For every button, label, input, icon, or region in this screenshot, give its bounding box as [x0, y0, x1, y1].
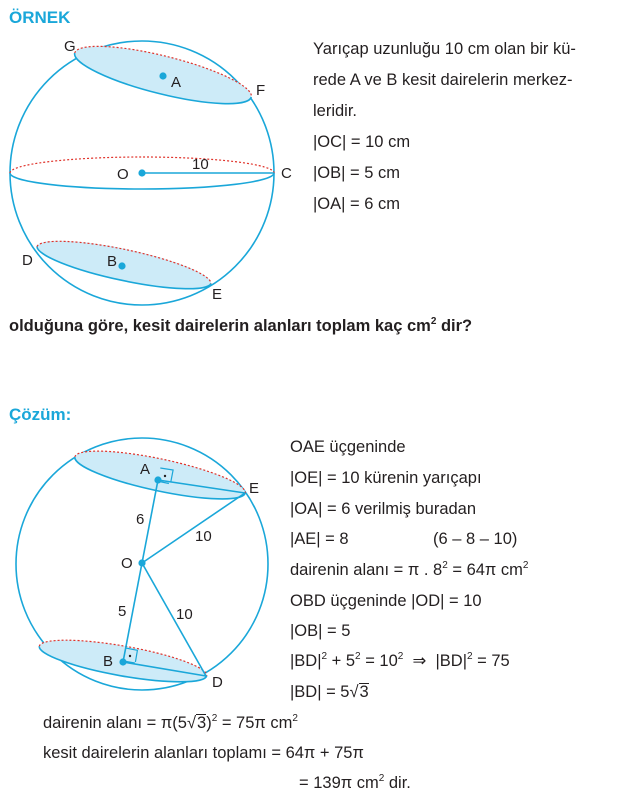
- solution-point-a: [154, 476, 161, 483]
- step-10-part-3: = 75π cm: [217, 714, 293, 732]
- problem-line-1: Yarıçap uzunluğu 10 cm olan bir kü-: [313, 40, 576, 58]
- label-d: D: [22, 252, 33, 269]
- implies-arrow: ⇒: [412, 652, 427, 670]
- label-f: F: [256, 82, 266, 99]
- step-9-root: 3: [359, 683, 369, 701]
- step-10-sup-1: 2: [211, 713, 218, 724]
- label-b: B: [107, 253, 118, 270]
- step-5-sup-1: 2: [442, 560, 448, 571]
- step-1: OAE üçgeninde: [290, 438, 406, 456]
- step-8-part-3: = 10: [360, 652, 398, 670]
- label-o: O: [117, 166, 129, 183]
- step-8-sup-1: 2: [321, 651, 328, 662]
- problem-line-2: rede A ve B kesit dairelerin merkez-: [313, 71, 573, 89]
- given-oc: |OC| = 10 cm: [313, 133, 411, 151]
- step-8-sup-3: 2: [397, 651, 404, 662]
- given-oa: |OA| = 6 cm: [313, 195, 400, 213]
- question-part-2: dir?: [436, 317, 473, 335]
- step-4a: |AE| = 8: [290, 530, 349, 548]
- step-4b: (6 – 8 – 10): [433, 530, 518, 548]
- solution-sphere-diagram: [0, 0, 300, 720]
- step-12-part-2: dir.: [384, 774, 411, 792]
- example-heading: ÖRNEK: [9, 8, 71, 27]
- step-8-part-4: |BD|: [435, 652, 468, 670]
- segment-oe: [142, 493, 245, 563]
- step-10-part-2: ): [206, 714, 212, 732]
- step-8-part-5: = 75: [472, 652, 510, 670]
- solution-label-b: B: [103, 653, 114, 670]
- solution-label-ob: 5: [118, 603, 127, 620]
- sqrt-sign-1: √: [349, 683, 359, 701]
- step-5: [290, 560, 528, 580]
- step-5-part-2: = 64π cm: [447, 561, 523, 579]
- label-g: G: [64, 38, 76, 55]
- right-angle-a-dot: [164, 475, 166, 477]
- step-5-sup-2: 2: [522, 560, 529, 571]
- step-9-part-1: |BD| = 5: [290, 683, 350, 701]
- solution-label-oe: 10: [195, 528, 212, 545]
- step-6: OBD üçgeninde |OD| = 10: [290, 592, 482, 610]
- question-sup: 2: [430, 316, 437, 327]
- solution-label-e: E: [249, 480, 260, 497]
- label-e: E: [212, 286, 223, 303]
- step-3: |OA| = 6 verilmiş buradan: [290, 500, 477, 518]
- step-8-sup-2: 2: [355, 651, 361, 662]
- step-8-sup-4: 2: [467, 651, 473, 662]
- solution-label-oa: 6: [136, 511, 145, 528]
- step-10-root: 3: [197, 714, 207, 732]
- step-9: [290, 682, 369, 702]
- step-12-part-1: = 139π cm: [299, 774, 379, 792]
- given-ob: |OB| = 5 cm: [313, 164, 400, 182]
- step-10-part-1: dairenin alanı = π(5: [43, 714, 187, 732]
- solution-heading: Çözüm:: [9, 405, 72, 424]
- step-12-sup: 2: [378, 773, 385, 784]
- step-8: [290, 651, 510, 671]
- step-7: |OB| = 5: [290, 622, 351, 640]
- solution-point-b: [119, 658, 126, 665]
- question-part-1: olduğuna göre, kesit dairelerin alanları toplam kaç cm: [9, 317, 431, 335]
- label-a: A: [171, 74, 182, 91]
- sqrt-sign-2: √: [186, 714, 196, 732]
- step-12: [299, 773, 411, 793]
- solution-label-d: D: [212, 674, 223, 691]
- solution-label-a: A: [140, 461, 151, 478]
- problem-line-3: leridir.: [313, 102, 358, 120]
- step-10-sup-2: 2: [292, 713, 298, 724]
- step-8-part-2: + 5: [327, 652, 356, 670]
- solution-label-o: O: [121, 555, 133, 572]
- label-c: C: [281, 165, 292, 182]
- step-8-part-1: |BD|: [290, 652, 322, 670]
- right-angle-b-dot: [129, 655, 131, 657]
- solution-point-o: [138, 559, 145, 566]
- step-10: [43, 713, 298, 733]
- solution-label-od: 10: [176, 606, 193, 623]
- label-radius: 10: [192, 156, 209, 173]
- step-11: kesit dairelerin alanları toplamı = 64π + 75π: [43, 744, 364, 762]
- step-5-part-1: dairenin alanı = π . 8: [290, 561, 443, 579]
- step-2: |OE| = 10 kürenin yarıçapı: [290, 469, 482, 487]
- segment-oa: [142, 480, 158, 563]
